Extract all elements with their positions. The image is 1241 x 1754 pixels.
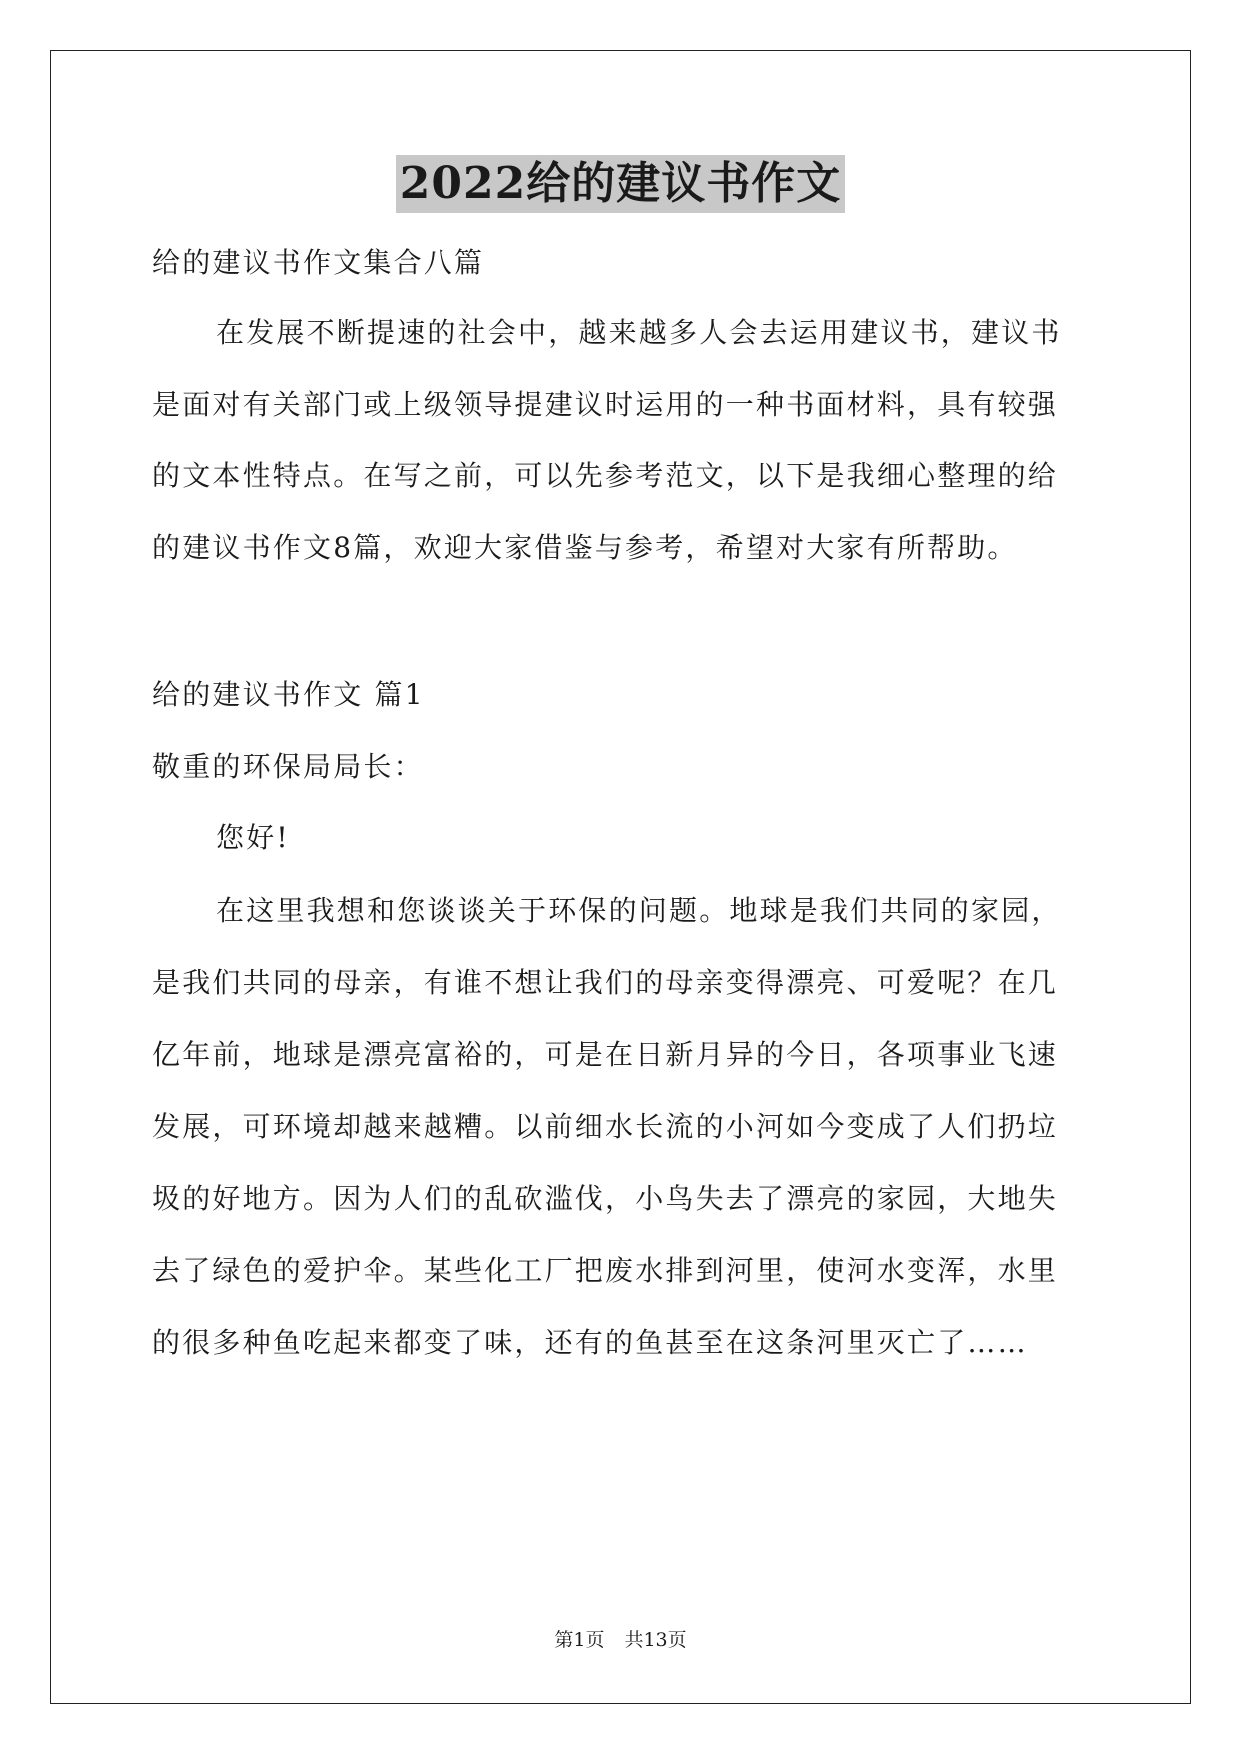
body-line: 发展，可环境却越来越糟。以前细水长流的小河如今变成了人们扔垃 [152,1110,1059,1143]
intro-line: 在发展不断提速的社会中，越来越多人会去运用建议书，建议书 [216,316,1062,349]
body-line: 去了绿色的爱护伞。某些化工厂把废水排到河里，使河水变浑，水里 [152,1254,1059,1287]
intro-line: 的建议书作文8篇，欢迎大家借鉴与参考，希望对大家有所帮助。 [152,531,1018,564]
document-subtitle: 给的建议书作文集合八篇 [152,246,485,279]
salutation: 敬重的环保局局长： [152,750,424,783]
title-wrap [0,155,1241,213]
page-total: 共13页 [624,1629,687,1651]
page-number: 第1页 [554,1629,605,1651]
intro-line: 是面对有关部门或上级领导提建议时运用的一种书面材料，具有较强 [152,388,1059,421]
body-line: 圾的好地方。因为人们的乱砍滥伐，小鸟失去了漂亮的家园，大地失 [152,1182,1059,1215]
body-line: 亿年前，地球是漂亮富裕的，可是在日新月异的今日，各项事业飞速 [152,1038,1059,1071]
body-line: 在这里我想和您谈谈关于环保的问题。地球是我们共同的家园， [216,894,1062,927]
intro-line: 的文本性特点。在写之前，可以先参考范文，以下是我细心整理的给 [152,459,1059,492]
body-line: 的很多种鱼吃起来都变了味，还有的鱼甚至在这条河里灭亡了…… [152,1326,1028,1359]
page-border [50,50,1191,1704]
page-footer [0,1628,1241,1652]
body-line: 是我们共同的母亲，有谁不想让我们的母亲变得漂亮、可爱呢？在几 [152,966,1059,999]
section-heading: 给的建议书作文 篇1 [152,678,425,711]
greeting: 您好! [216,821,290,854]
document-title: 2022给的建议书作文 [396,155,845,213]
